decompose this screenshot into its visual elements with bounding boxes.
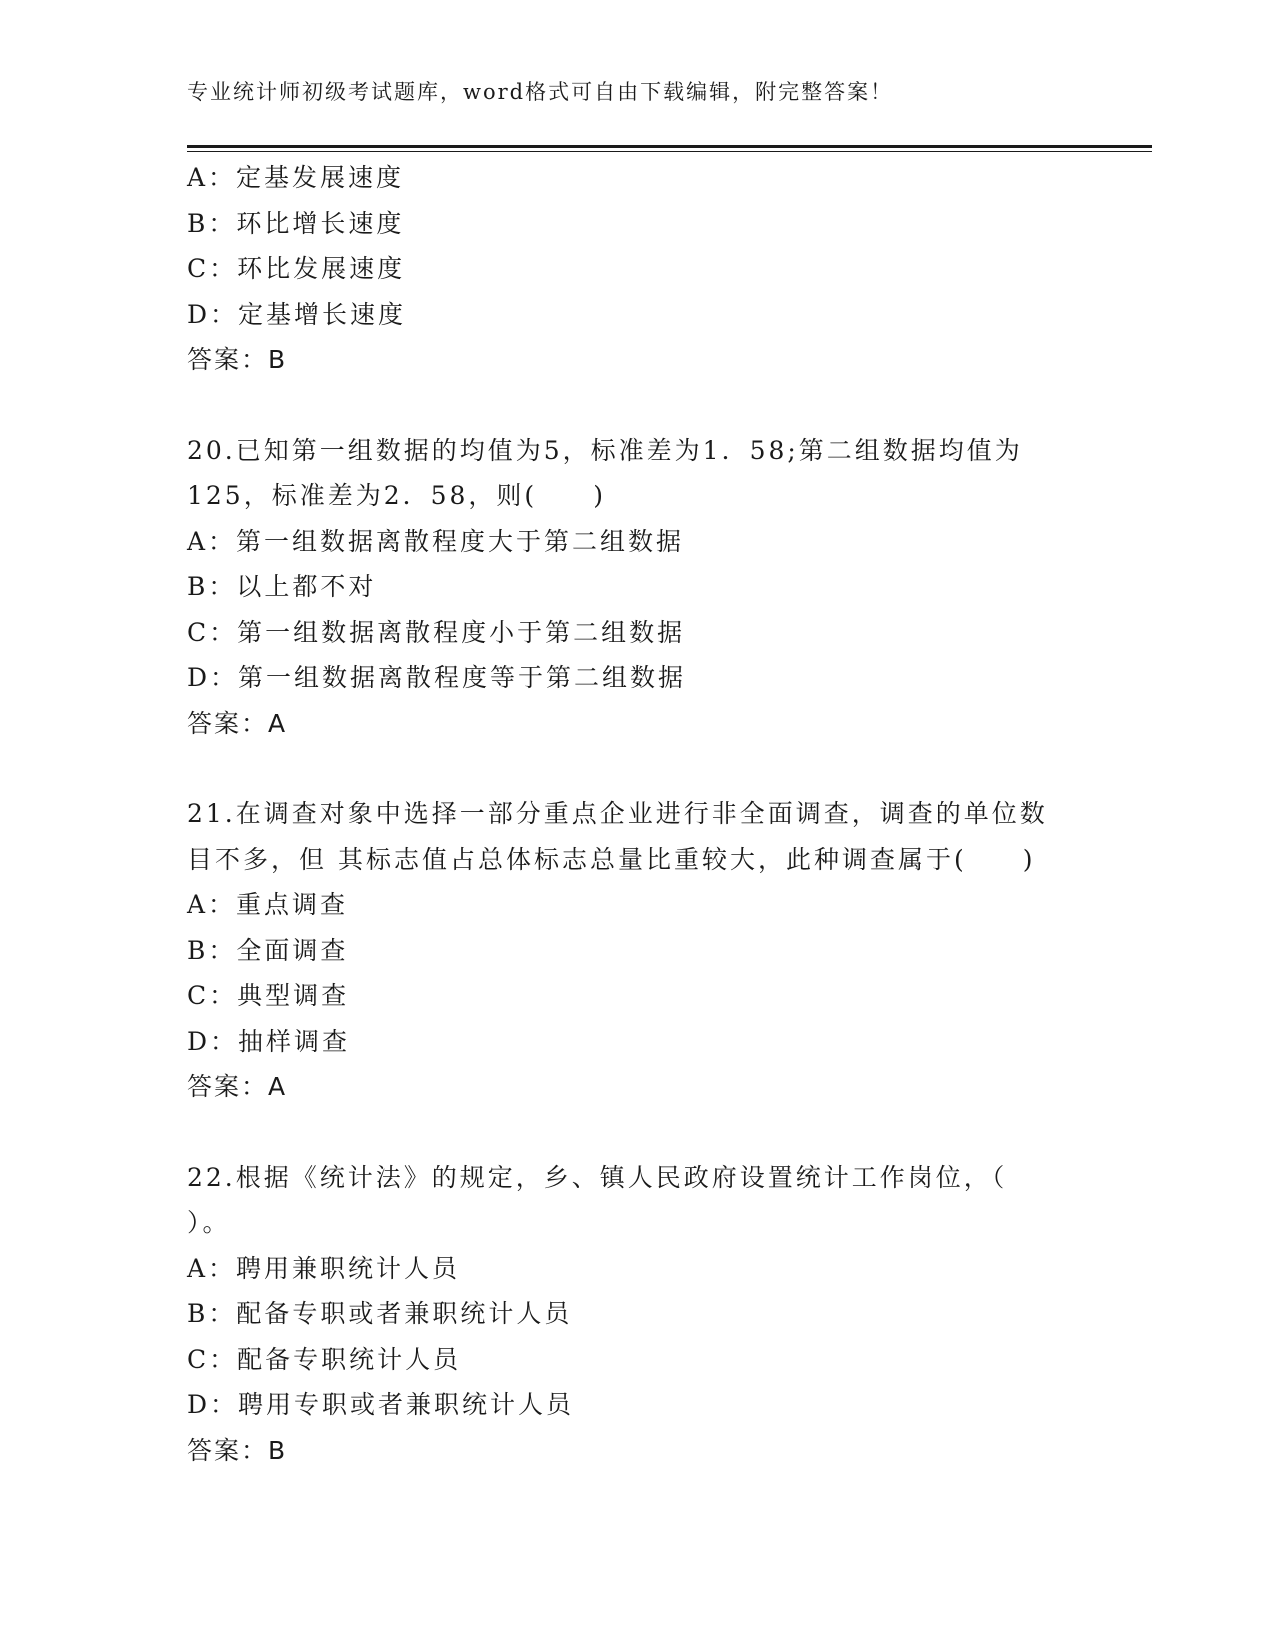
option-c: C：环比发展速度 xyxy=(187,254,406,283)
option-b: B：配备专职或者兼职统计人员 xyxy=(187,1299,573,1328)
option-d: D：第一组数据离散程度等于第二组数据 xyxy=(187,663,687,692)
header-rule-thick xyxy=(187,145,1152,148)
option-b: B：全面调查 xyxy=(187,935,349,965)
option-b: B：以上都不对 xyxy=(187,572,377,601)
spacer xyxy=(187,746,1087,791)
header-rule-thin xyxy=(187,151,1152,152)
page-header: 专业统计师初级考试题库，word格式可自由下载编辑，附完整答案！ xyxy=(187,80,894,104)
question-22 xyxy=(187,1155,1087,1474)
question-list xyxy=(187,155,1087,1473)
option-b: B：环比增长速度 xyxy=(187,208,405,238)
option-d: D：聘用专职或者兼职统计人员 xyxy=(187,1390,575,1419)
answer: 答案：B xyxy=(187,1435,288,1465)
option-d: D：抽样调查 xyxy=(187,1026,351,1056)
answer: 答案：B xyxy=(187,345,288,374)
option-a: A：重点调查 xyxy=(187,890,349,919)
option-a: A：聘用兼职统计人员 xyxy=(187,1253,461,1283)
question-stem-line: 22.根据《统计法》的规定，乡、镇人民政府设置统计工作岗位，（ xyxy=(187,1162,1008,1192)
question-stem-line: 目不多，但 其标志值占总体标志总量比重较大，此种调查属于( ) xyxy=(187,844,1036,874)
question-stem-line: ）。 xyxy=(187,1208,231,1237)
option-a: A：第一组数据离散程度大于第二组数据 xyxy=(187,526,685,556)
option-c: C：配备专职统计人员 xyxy=(187,1344,462,1374)
question-stem-line: 21.在调查对象中选择一部分重点企业进行非全面调查，调查的单位数 xyxy=(187,799,1048,828)
question-stem-line: 125，标准差为2．58，则( ) xyxy=(187,481,606,510)
spacer xyxy=(187,1110,1087,1155)
answer: 答案：A xyxy=(187,1072,288,1101)
option-d: D：定基增长速度 xyxy=(187,299,407,329)
option-c: C：典型调查 xyxy=(187,981,350,1010)
question-20 xyxy=(187,428,1087,747)
question-stem-line: 20.已知第一组数据的均值为5，标准差为1．58;第二组数据均值为 xyxy=(187,435,1023,465)
question-19 xyxy=(187,155,1087,383)
option-a: A：定基发展速度 xyxy=(187,163,405,192)
option-c: C：第一组数据离散程度小于第二组数据 xyxy=(187,617,686,647)
spacer xyxy=(187,383,1087,428)
question-21 xyxy=(187,791,1087,1110)
answer: 答案：A xyxy=(187,708,288,738)
